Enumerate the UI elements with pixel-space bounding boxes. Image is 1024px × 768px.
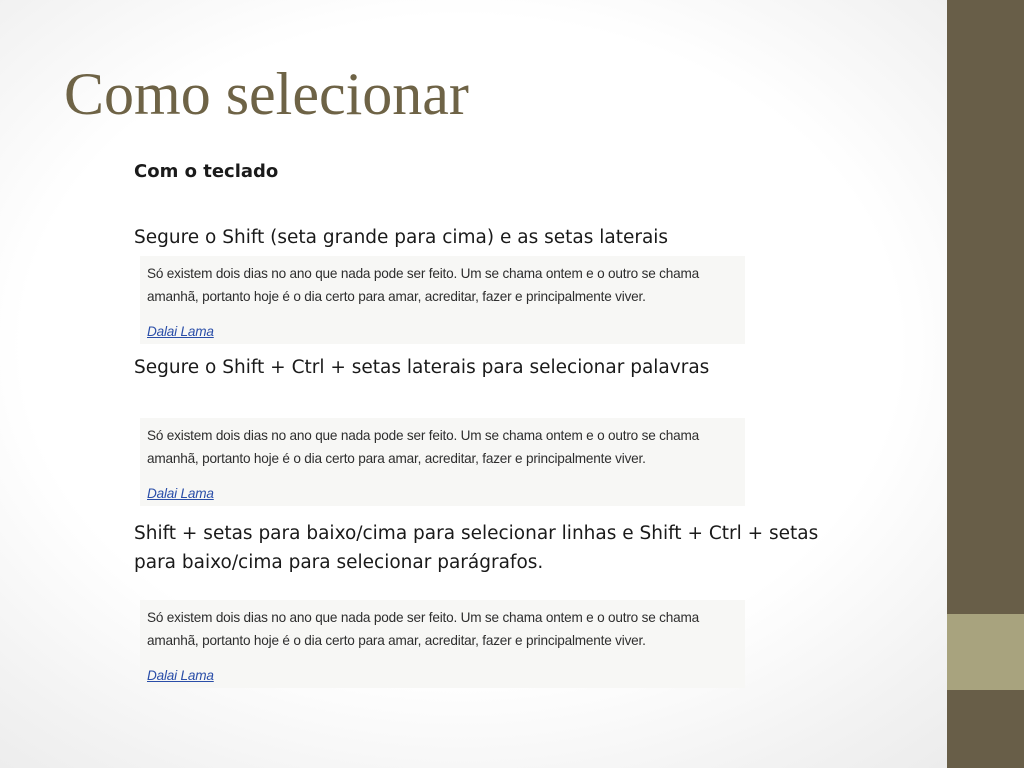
quote-line-2: amanhã, portanto hoje é o dia certo para amar, acreditar, fazer e principalmente viver. — [147, 289, 646, 304]
quote-line-2: amanhã, portanto hoje é o dia certo para amar, acreditar, fazer e principalmente viver. — [147, 451, 646, 466]
quote-screenshot-2 — [140, 418, 745, 506]
quote-line-2: amanhã, portanto hoje é o dia certo para amar, acreditar, fazer e principalmente viver. — [147, 633, 646, 648]
quote-screenshot-3 — [140, 600, 745, 688]
slide-title: Como selecionar — [64, 61, 469, 127]
section-heading: Com o teclado — [134, 161, 279, 182]
quote-author-link[interactable]: Dalai Lama — [147, 324, 214, 339]
quote-line-1: Só existem dois dias no ano que nada pode ser feito. Um se chama ontem e o outro se chama — [147, 266, 699, 281]
instruction-2: Segure o Shift + Ctrl + setas laterais para selecionar palavras — [134, 357, 710, 378]
instruction-1: Segure o Shift (seta grande para cima) e as setas laterais — [134, 227, 669, 248]
quote-author-link[interactable]: Dalai Lama — [147, 486, 214, 501]
quote-line-1: Só existem dois dias no ano que nada pode ser feito. Um se chama ontem e o outro se chama — [147, 610, 699, 625]
quote-screenshot-1 — [140, 256, 745, 344]
quote-line-1: Só existem dois dias no ano que nada pode ser feito. Um se chama ontem e o outro se chama — [147, 428, 699, 443]
sidebar-accent-block — [947, 614, 1024, 690]
instruction-3: Shift + setas para baixo/cima para selecionar linhas e Shift + Ctrl + setas para baixo/cima para selecionar parágrafos. — [134, 523, 819, 573]
quote-author-link[interactable]: Dalai Lama — [147, 668, 214, 683]
